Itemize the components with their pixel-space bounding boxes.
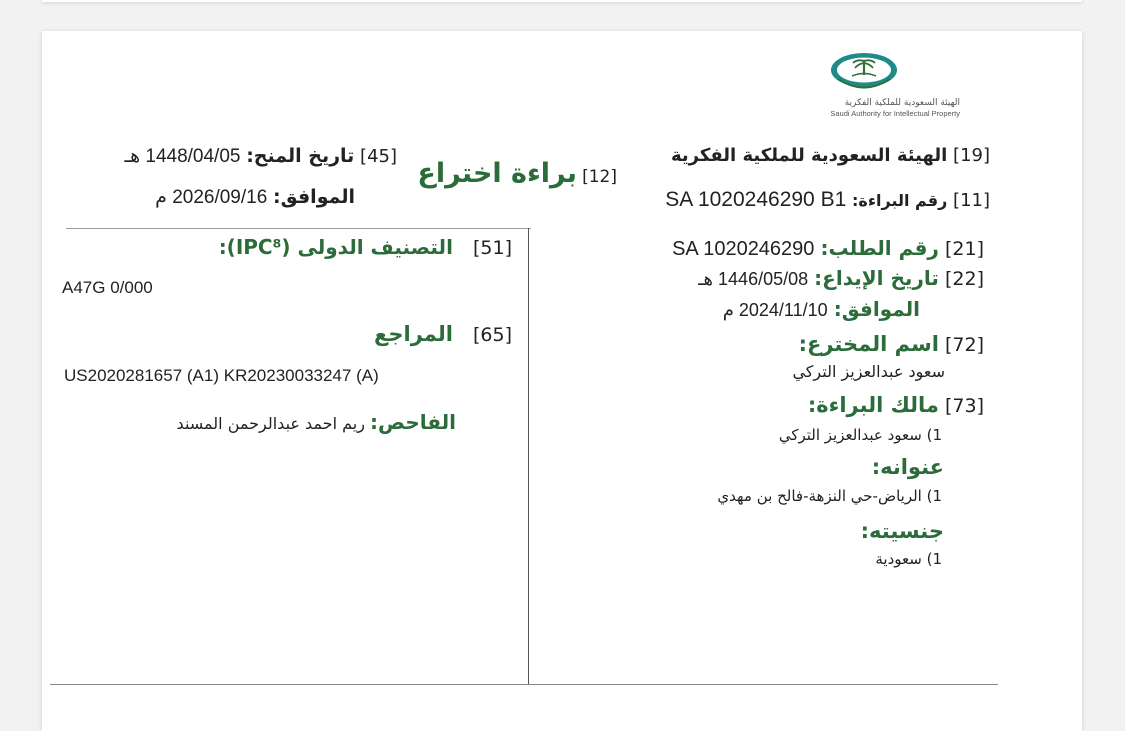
filing-date-row bbox=[698, 266, 984, 290]
filing-date-hijri: 1446/05/08 هـ bbox=[698, 269, 809, 289]
examiner-name: ريم احمد عبدالرحمن المسند bbox=[176, 414, 365, 433]
owner-code: [73] bbox=[944, 395, 984, 417]
application-number-label: رقم الطلب: bbox=[820, 236, 939, 260]
ipc-label: التصنيف الدولى (IPC⁸): bbox=[218, 235, 453, 259]
references-row bbox=[374, 322, 512, 346]
nationality-label bbox=[861, 519, 944, 543]
references-code: [65] bbox=[472, 324, 512, 346]
patent-number-value: SA 1020246290 B1 bbox=[665, 188, 847, 211]
address-label-text: عنوانه: bbox=[871, 455, 944, 479]
inventor-row bbox=[799, 332, 984, 356]
grant-corresponding-label: الموافق: bbox=[273, 186, 355, 208]
owner-row bbox=[808, 393, 984, 417]
document-type-code: [12] bbox=[582, 167, 617, 187]
filing-corresponding-label: الموافق: bbox=[833, 297, 920, 321]
document-type: براءة اختراع bbox=[417, 158, 577, 189]
patent-number-code: [11] bbox=[953, 190, 990, 211]
owner-name: 1) سعود عبدالعزيز التركي bbox=[778, 426, 942, 444]
grant-date-code: [45] bbox=[360, 146, 397, 167]
application-number-value: SA 1020246290 bbox=[672, 238, 815, 260]
grant-date-label: تاريخ المنح: bbox=[246, 145, 355, 167]
inventor-label: اسم المخترع: bbox=[798, 332, 939, 356]
header-divider-left bbox=[66, 228, 531, 229]
logo-text-en: Saudi Authority for Intellectual Property bbox=[830, 109, 960, 118]
bottom-divider bbox=[50, 684, 998, 685]
inventor-name: سعود عبدالعزيز التركي bbox=[792, 362, 945, 381]
patent-number-row bbox=[665, 188, 990, 212]
authority-name: الهيئة السعودية للملكية الفكرية bbox=[670, 145, 948, 166]
grant-date-gregorian: 2026/09/16 م bbox=[155, 187, 268, 208]
ipc-code: [51] bbox=[472, 237, 512, 259]
application-number-row bbox=[672, 236, 984, 261]
previous-page-card bbox=[42, 0, 1082, 2]
filing-date-label: تاريخ الإيداع: bbox=[814, 266, 939, 290]
examiner-row bbox=[177, 410, 456, 434]
grant-date-row bbox=[125, 145, 398, 168]
patent-document-page bbox=[42, 31, 1082, 731]
ipc-row bbox=[219, 235, 512, 259]
grant-corresponding-row bbox=[155, 186, 355, 209]
address-label bbox=[872, 455, 944, 479]
grant-date-hijri: 1448/04/05 هـ bbox=[124, 146, 241, 167]
saip-emblem-icon bbox=[824, 51, 904, 93]
nationality-value: 1) سعودية bbox=[875, 550, 942, 568]
authority-code: [19] bbox=[953, 145, 990, 166]
ipc-value: A47G 0/000 bbox=[62, 278, 153, 297]
references-value: US2020281657 (A1) KR20230033247 (A) bbox=[64, 366, 379, 385]
logo-text-ar: الهيئة السعودية للملكية الفكرية bbox=[844, 98, 960, 108]
document-type-row bbox=[417, 158, 617, 189]
address-value: 1) الرياض-حي النزهة-فالح بن مهدي bbox=[717, 487, 942, 505]
application-number-code: [21] bbox=[944, 238, 984, 260]
authority-row bbox=[671, 145, 990, 166]
owner-label: مالك البراءة: bbox=[807, 393, 939, 417]
filing-corresponding-row bbox=[723, 297, 920, 321]
column-divider bbox=[528, 228, 529, 685]
inventor-code: [72] bbox=[944, 334, 984, 356]
references-label: المراجع bbox=[374, 322, 453, 346]
nationality-label-text: جنسيته: bbox=[860, 519, 944, 543]
filing-date-code: [22] bbox=[944, 268, 984, 290]
filing-date-gregorian: 2024/11/10 م bbox=[722, 300, 828, 320]
patent-number-label: رقم البراءة: bbox=[852, 191, 948, 210]
examiner-label: الفاحص: bbox=[370, 410, 456, 434]
saip-logo bbox=[752, 51, 972, 121]
